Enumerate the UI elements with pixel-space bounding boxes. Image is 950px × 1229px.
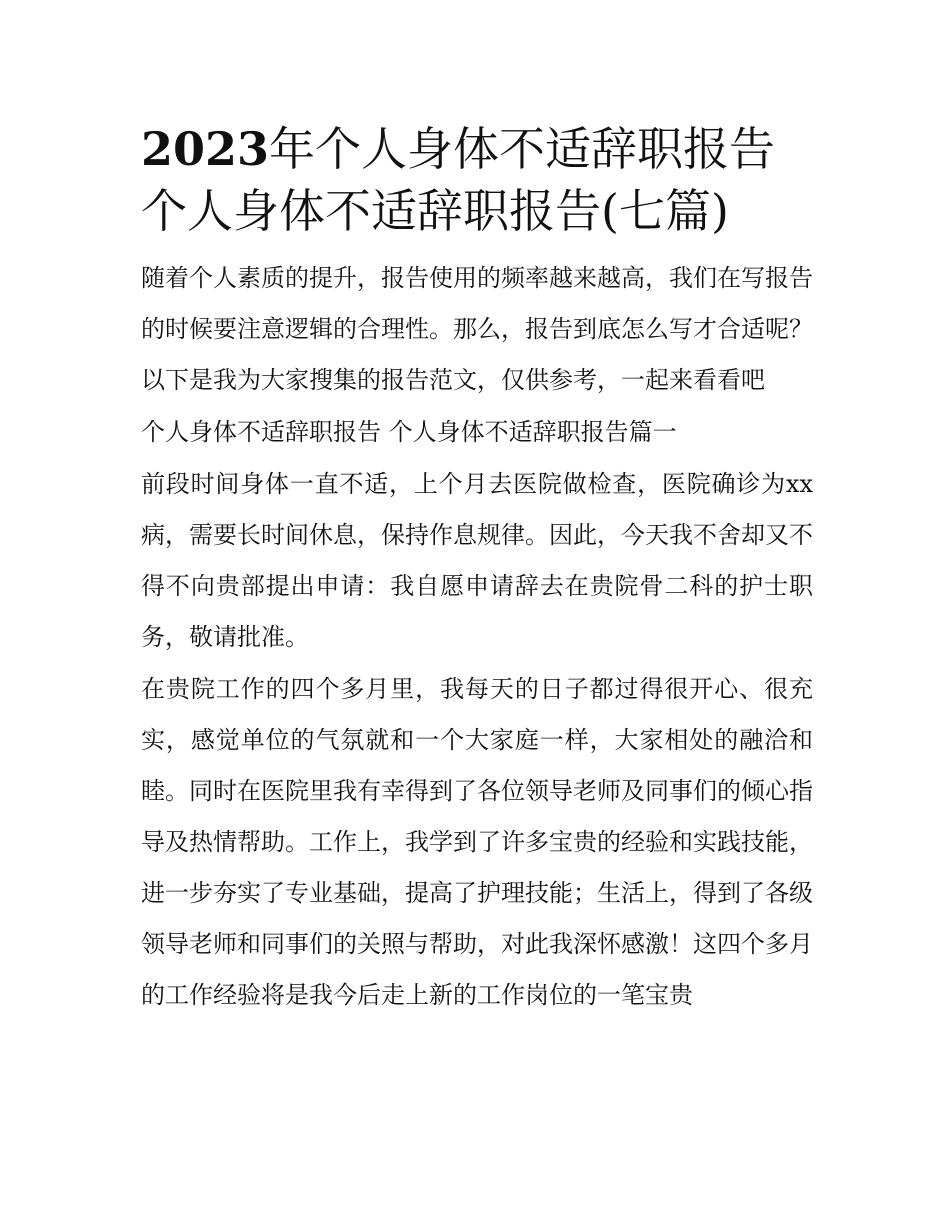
section-heading: 个人身体不适辞职报告 个人身体不适辞职报告篇一 (141, 418, 677, 446)
body-paragraph: 在贵院工作的四个多月里，我每天的日子都过得很开心、很充实，感觉单位的气氛就和一个大家庭一样，大家相处的融洽和睦。同时在医院里我有幸得到了各位领导老师及同事们的倾心指导及热情帮助。工作上，我学到了许多宝贵的经验和实践技能，进一步夯实了专业基础，提高了护理技能；生活上，得到了各级领导老师和同事们的关照与帮助，对此我深怀感激！这四个多月的工作经验将是我今后走上新的工作岗位的一笔宝贵 (141, 675, 813, 1009)
document-title (141, 118, 813, 242)
title-line-1 (141, 118, 813, 180)
document-body (141, 253, 813, 1021)
body-paragraph: 前段时间身体一直不适，上个月去医院做检查，医院确诊为xx病，需要长时间休息，保持作息规律。因此，今天我不舍却又不得不向贵部提出申请：我自愿申请辞去在贵院骨二科的护士职务，敬请批准。 (141, 470, 813, 651)
document-page (141, 118, 813, 1022)
title-year: 2023 (141, 122, 270, 176)
title-line-1-text: 年个人身体不适辞职报告 (269, 122, 776, 176)
intro-paragraph: 随着个人素质的提升，报告使用的频率越来越高，我们在写报告的时候要注意逻辑的合理性。那么，报告到底怎么写才合适呢？以下是我为大家搜集的报告范文，仅供参考，一起来看看吧 (141, 264, 813, 394)
title-line-2: 个人身体不适辞职报告(七篇) (141, 184, 729, 238)
